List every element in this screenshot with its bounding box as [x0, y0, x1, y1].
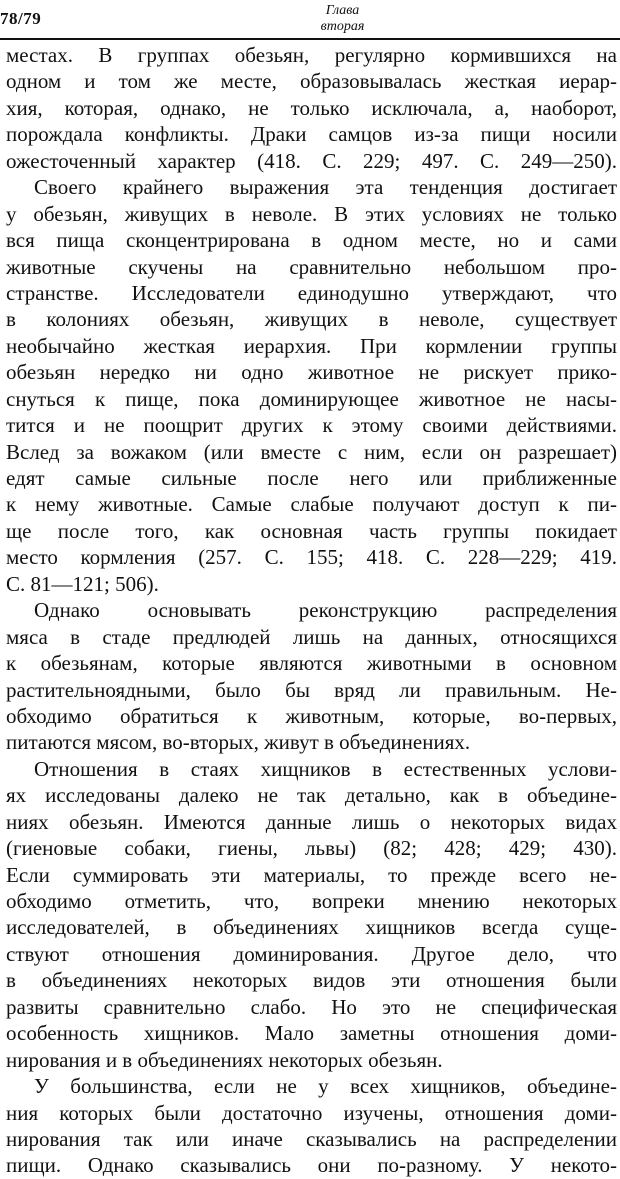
paragraph-last-line: нирования и в объединениях некоторых обезьян.: [6, 1047, 443, 1072]
text-line: ожесточенный характер (418. С. 229; 497. С. 249—250).: [6, 148, 617, 173]
text-line: вся пища сконцентрирована в одном месте, но и сами: [6, 228, 617, 253]
text-line: животные скучены на сравнительно небольшом про-: [6, 254, 617, 279]
text-line: ще после того, как основная часть группы покидает: [6, 518, 617, 543]
text-line: ях исследованы далеко не так детально, как в объедине-: [6, 783, 617, 808]
text-line: обходимо обратиться к животным, которые, во-первых,: [6, 703, 617, 728]
text-line: снуться к пище, пока доминирующее животное не насы-: [6, 386, 617, 411]
text-line: в объединениях некоторых видов эти отношения были: [6, 968, 617, 993]
running-head: [305, 3, 380, 35]
page-number: 78/79: [0, 9, 42, 28]
paragraph-first-line: Однако основывать реконструкцию распределения: [34, 598, 617, 623]
text-line: мяса в стаде предлюдей лишь на данных, относящихся: [6, 624, 617, 649]
text-line: исследователей, в объединениях хищников всегда суще-: [6, 915, 617, 940]
paragraph-first-line: У большинства, если не у всех хищников, объедине-: [34, 1074, 617, 1099]
paragraph-first-line: Своего крайнего выражения эта тенденция достигает: [34, 175, 617, 200]
paragraph-last-line: С. 81—121; 506).: [6, 571, 159, 596]
text-line: Если суммировать эти материалы, то прежде всего не-: [6, 862, 617, 887]
text-line: хия, которая, однако, не только исключала, а, наоборот,: [6, 95, 617, 120]
text-line: к обезьянам, которые являются животными в основном: [6, 651, 617, 676]
text-line: местах. В группах обезьян, регулярно кормившихся на: [6, 43, 617, 67]
text-line: обезьян нередко ни одно животное не рискует прико-: [6, 360, 617, 385]
page-header: [0, 0, 620, 40]
text-line: ствуют отношения доминирования. Другое дело, что: [6, 941, 617, 966]
paragraph-last-line: питаются мясом, во-вторых, живут в объединениях.: [6, 730, 471, 755]
text-line: (гиеновые собаки, гиены, львы) (82; 428; 429; 430).: [6, 836, 617, 861]
text-line: к нему животные. Самые слабые получают доступ к пи-: [6, 492, 617, 517]
text-line: ния которых были достаточно изучены, отношения доми-: [6, 1100, 617, 1125]
text-line: место кормления (257. С. 155; 418. С. 228—229; 419.: [6, 545, 617, 570]
text-line: нирования так или иначе сказывались на распределении: [6, 1126, 617, 1151]
text-line: пищи. Однако сказывались они по-разному. У некото-: [6, 1153, 617, 1178]
text-line: едят самые сильные после него или приближенные: [6, 466, 617, 490]
text-line: порождала конфликты. Драки самцов из-за пищи носили: [6, 122, 617, 147]
running-head-chapter-number: вторая: [320, 19, 365, 34]
body-text: [6, 42, 617, 1179]
text-line: в колониях обезьян, живущих в неволе, существует: [6, 307, 617, 332]
text-line: обходимо отметить, что, вопреки мнению некоторых: [6, 889, 617, 913]
text-line: одном и том же месте, образовывалась жесткая иерар-: [6, 69, 617, 94]
text-line: особенность хищников. Мало заметны отношения доми-: [6, 1021, 617, 1046]
text-line: необычайно жесткая иерархия. При кормлении группы: [6, 333, 617, 358]
paragraph-first-line: Отношения в стаях хищников в естественных услови-: [34, 756, 617, 781]
running-head-chapter: Глава: [325, 3, 360, 18]
text-line: развиты сравнительно слабо. Но это не специфическая: [6, 994, 617, 1019]
header-rule: [0, 38, 620, 40]
text-line: тится и не поощрит других к этому своими действиями.: [6, 413, 617, 438]
text-line: у обезьян, живущих в неволе. В этих условиях не только: [6, 201, 617, 226]
text-line: ниях обезьян. Имеются данные лишь о некоторых видах: [6, 809, 617, 834]
text-line: Вслед за вожаком (или вместе с ним, если он разрешает): [6, 439, 617, 464]
text-line: странстве. Исследователи единодушно утверждают, что: [6, 280, 617, 305]
text-line: растительноядными, было бы вряд ли правильным. Не-: [6, 677, 617, 702]
